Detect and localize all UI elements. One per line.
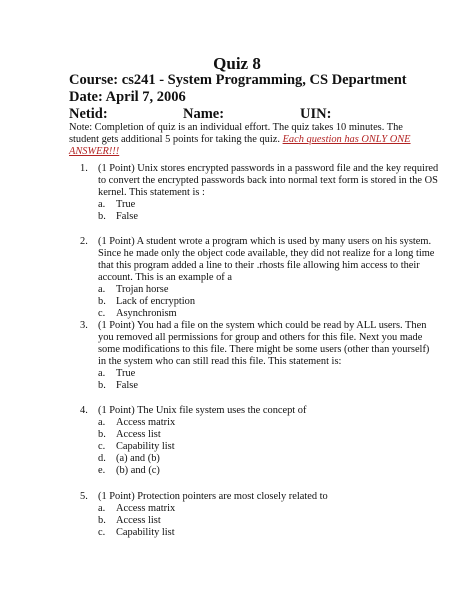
option-c[interactable] (98, 308, 439, 320)
option-b[interactable] (98, 515, 439, 527)
option-letter: c. (98, 308, 106, 319)
option-text: False (116, 211, 138, 222)
option-letter: b. (98, 296, 106, 307)
answer-options (69, 199, 439, 223)
option-letter: e. (98, 465, 106, 476)
option-b[interactable] (98, 211, 439, 223)
option-text: Access list (116, 429, 161, 440)
question-number: 1. (80, 163, 88, 174)
option-letter: b. (98, 515, 106, 526)
course-line: Course: cs241 - System Programming, CS Department (69, 72, 407, 88)
option-a[interactable] (98, 199, 439, 211)
answer-options (69, 503, 439, 539)
note-text: Note: Completion of quiz is an individual effort. The quiz takes 10 minutes. The student gets additional 5 points for taking the quiz. (69, 122, 403, 145)
question-number: 3. (80, 320, 88, 331)
option-text: True (116, 199, 136, 210)
netid-label: Netid: (69, 106, 108, 122)
option-b[interactable] (98, 429, 439, 441)
option-b[interactable] (98, 380, 439, 392)
question-text: (1 Point) Unix stores encrypted passwords in a password file and the key required to convert the encrypted passwords back into normal text form is stored in the OS kernel. This statement is : (98, 163, 439, 198)
option-text: Access list (116, 515, 161, 526)
option-letter: a. (98, 284, 106, 295)
option-letter: c. (98, 527, 106, 538)
question-5 (69, 491, 439, 539)
option-text: False (116, 380, 138, 391)
option-text: (a) and (b) (116, 453, 160, 464)
option-d[interactable] (98, 453, 439, 465)
option-text: (b) and (c) (116, 465, 160, 476)
question-text: (1 Point) Protection pointers are most closely related to (98, 491, 328, 502)
option-text: Capability list (116, 441, 175, 452)
question-number: 2. (80, 236, 88, 247)
option-letter: a. (98, 503, 106, 514)
option-letter: a. (98, 368, 106, 379)
option-text: Asynchronism (116, 308, 177, 319)
option-a[interactable] (98, 417, 439, 429)
option-b[interactable] (98, 296, 439, 308)
option-letter: b. (98, 211, 106, 222)
option-text: Access matrix (116, 503, 176, 514)
option-text: Trojan horse (116, 284, 169, 295)
name-label: Name: (183, 106, 225, 122)
option-a[interactable] (98, 368, 439, 380)
question-number: 5. (80, 491, 88, 502)
option-a[interactable] (98, 503, 439, 515)
question-number: 4. (80, 405, 88, 416)
option-text: Capability list (116, 527, 175, 538)
option-letter: b. (98, 380, 106, 391)
question-2 (69, 236, 439, 320)
option-text: True (116, 368, 136, 379)
quiz-note (69, 122, 429, 158)
option-letter: c. (98, 441, 106, 452)
option-letter: b. (98, 429, 106, 440)
option-letter: d. (98, 453, 106, 464)
question-text: (1 Point) You had a file on the system which could be read by ALL users. Then you removed all permissions for group and others for this file. Next you made some modifications to this file. There might be some users (other than yourself) in the system who can still read this file. This statement is: (98, 320, 430, 367)
option-text: Lack of encryption (116, 296, 196, 307)
question-4 (69, 405, 439, 477)
date-line: Date: April 7, 2006 (69, 89, 186, 105)
page-title: Quiz 8 (213, 54, 261, 73)
question-text: (1 Point) A student wrote a program which is used by many users on his system. Since he made only the object code available, they did not realize for a long time that this program added a line to their .rhosts file allowing him access to their account. This is an example of a (98, 236, 435, 283)
option-c[interactable] (98, 441, 439, 453)
answer-options (69, 417, 439, 477)
question-text: (1 Point) The Unix file system uses the concept of (98, 405, 307, 416)
option-letter: a. (98, 417, 106, 428)
option-letter: a. (98, 199, 106, 210)
option-a[interactable] (98, 284, 439, 296)
option-text: Access matrix (116, 417, 176, 428)
answer-options (69, 368, 439, 392)
question-1 (69, 163, 439, 223)
answer-options (69, 284, 439, 320)
option-c[interactable] (98, 527, 439, 539)
note-emphasis: Each question has ONLY ONE ANSWER!!! (69, 134, 411, 157)
option-e[interactable] (98, 465, 439, 477)
question-3 (69, 320, 439, 392)
uin-label: UIN: (300, 106, 332, 122)
